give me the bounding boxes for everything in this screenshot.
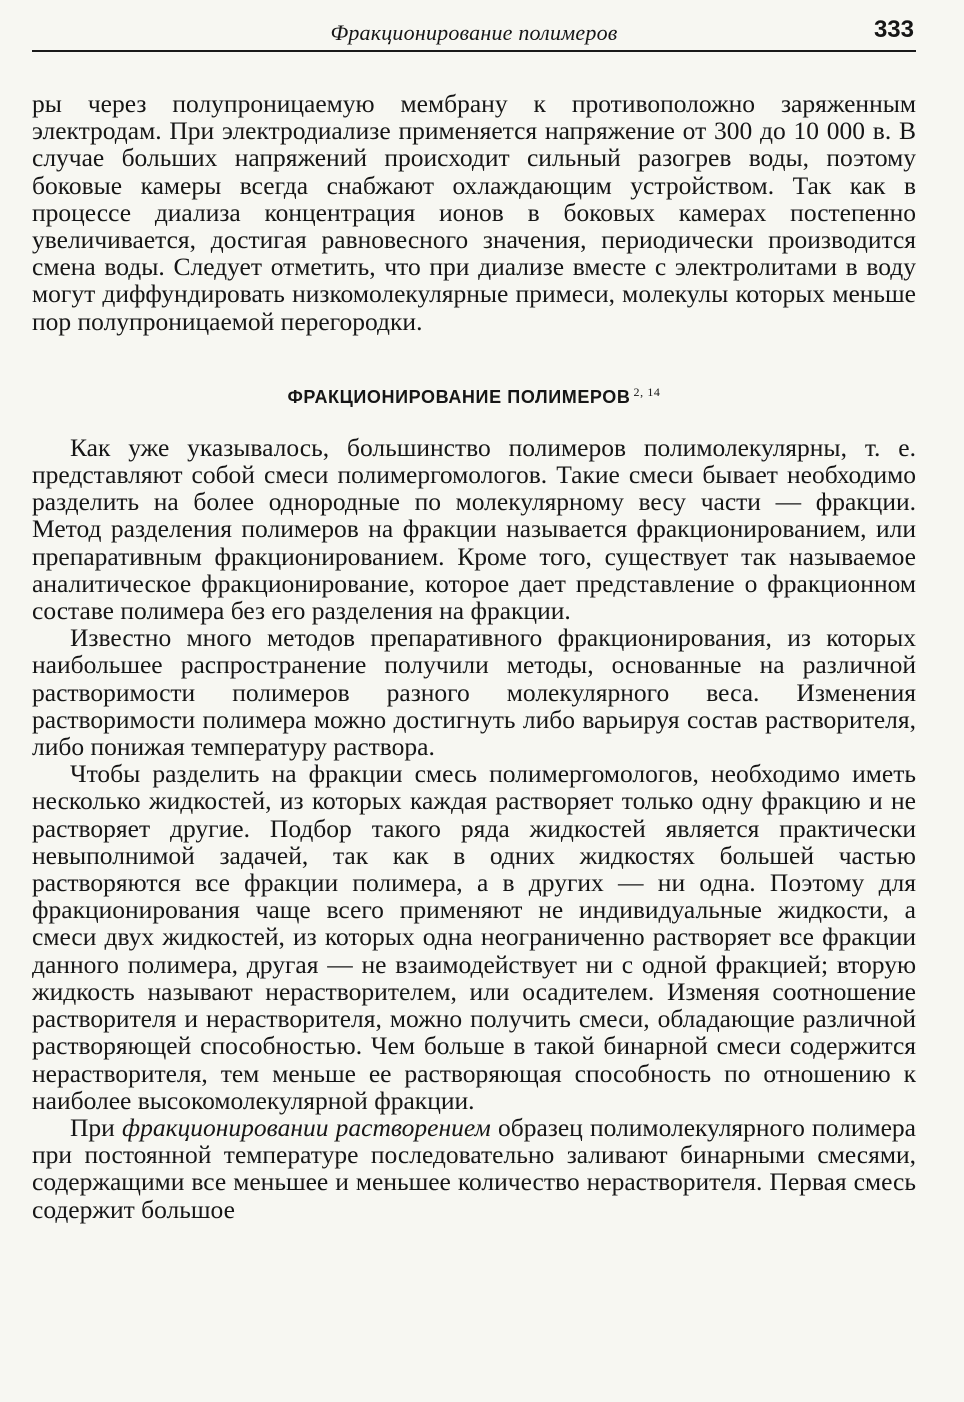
paragraph: Как уже указывалось, большинство полимеров полимолекулярны, т. е. представляют собой смеси полимергомологов. Такие смеси бывает необходимо разделить на более однородные по молекулярному весу части — фракции. Метод разделения полимеров на фракции называется фракционированием, или препаративным фракционированием. Кроме того, существует так называемое аналитическое фракционирование, которое дает представление о фракционном составе полимера без его разделения на фракции. <box>32 432 916 626</box>
paragraph: Известно много методов препаративного фракционирования, из которых наибольшее распространение получили методы, основанные на различной растворимости полимеров разного молекулярного веса. Изменения растворимости полимера можно достигнуть либо варьируя состав растворителя, либо понижая температуру раствора. <box>32 623 916 762</box>
paragraph: Чтобы разделить на фракции смесь полимергомологов, необходимо иметь несколько жидкостей, из которых каждая растворяет только одну фракцию и не растворяет другие. Подбор такого ряда жидкостей является практически невыполнимой задачей, так как в одних жидкостях большей частью растворяются все фракции полимера, а в других — ни одна. Поэтому для фракционирования чаще всего применяют не индивидуальные жидкости, а смеси двух жидкостей, из которых одна неограниченно растворяет все фракции данного полимера, другая — не взаимодействует ни с одной фракцией; вторую жидкость называют нерастворителем, или осадителем. Изменяя соотношение растворителя и нерастворителя, можно получить смеси, обладающие различной растворяющей способностью. Чем больше в такой бинарной смеси содержится нерастворителя, тем меньше ее растворяющая способность по отношению к наиболее высокомолекулярной фракции. <box>32 759 916 1115</box>
section-reference-marks: 2, 14 <box>633 384 661 399</box>
running-header <box>32 10 916 52</box>
paragraph-text-rest: образец полимолекулярного полимера при постоянной температуре последовательно заливают бинарными смесями, содержащими все меньшее и меньшее количество нерастворителя. Первая смесь содержит большое <box>32 1112 916 1224</box>
running-title: Фракционирование полимеров <box>330 20 618 45</box>
paragraph-text-start: При <box>70 1112 122 1142</box>
paragraph-last <box>32 1114 916 1223</box>
paragraph-continued: ры через полупроницаемую мембрану к противоположно заряженным электродам. При электродиализе применяется напряжение от 300 до 10 000 в. В случае больших напряжений происходит сильный разогрев воды, поэтому боковые камеры всегда снабжают охлаждающим устройством. Так как в процессе диализа концентрация ионов в боковых камерах постепенно увеличивается, достигая равновесного значения, периодически производится смена воды. Следует отметить, что при диализе вместе с электролитами в воду могут диффундировать низкомолекулярные примеси, молекулы которых меньше пор полупроницаемой перегородки. <box>32 89 916 336</box>
section-title: ФРАКЦИОНИРОВАНИЕ ПОЛИМЕРОВ <box>287 386 631 407</box>
book-page <box>32 10 916 1223</box>
emphasized-term: фракционировании растворением <box>122 1112 491 1142</box>
section-heading <box>32 385 916 408</box>
page-number: 333 <box>873 16 914 43</box>
